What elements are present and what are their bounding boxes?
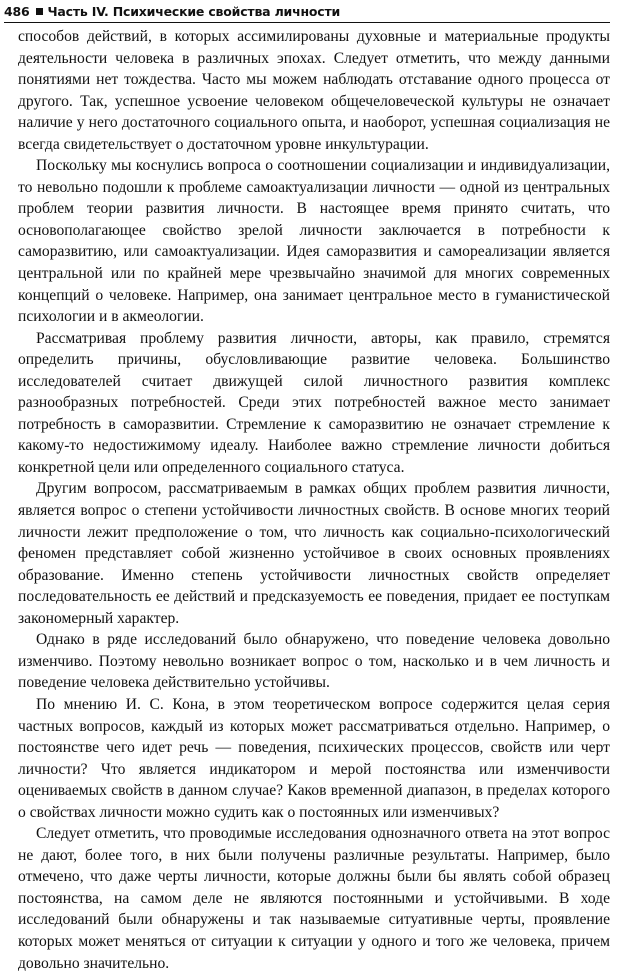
running-header (4, 0, 610, 23)
square-bullet-icon (36, 8, 43, 15)
paragraph: Поскольку мы коснулись вопроса о соотношении социализации и индивидуализации, то невольно подошли к проблеме самоактуализации личности — одной из центральных проблем теории развития личности. В настоящее время принято считать, что основополагающее свойство зрелой личности заключается в потребности к саморазвитию, или самоактуализации. Идея саморазвития и самореализации является центральной или по крайней мере чрезвычайно значимой для многих современных концепций о человеке. Например, она занимает центральное место в гуманистической психологии и в акмеологии. (18, 157, 610, 326)
page-number: 486 (4, 3, 30, 19)
paragraph-continued: способов действий, в которых ассимилированы духовные и материальные продукты деятельности человека в различных эпохах. Следует отметить, что между данными понятиями нет тождества. Часто мы можем наблюдать отставание одного процесса от другого. Так, успешное усвоение человеком общечеловеческой культуры не означает наличие у него достаточного социального опыта, и наоборот, успешная социализация не всегда свидетельствует о достаточном уровне инкультурации. (18, 28, 610, 153)
body-text (18, 26, 610, 974)
paragraph: Следует отметить, что проводимые исследования однозначного ответа на этот вопрос не дают, более того, в них были получены различные результаты. Например, было отмечено, что даже черты личности, которые должны были бы являть собой образец постоянства, на самом деле не являются постоянными и устойчивыми. В ходе исследований были обнаружены и так называемые ситуативные черты, проявление которых может меняться от ситуации к ситуации у одного и того же человека, причем довольно значительно. (18, 825, 610, 972)
paragraph: Однако в ряде исследований было обнаружено, что поведение человека довольно изменчиво. Поэтому невольно возникает вопрос о том, насколько и в чем личность и поведение человека действительно устойчивы. (18, 631, 610, 692)
paragraph: По мнению И. С. Кона, в этом теоретическом вопросе содержится целая серия частных вопросов, каждый из которых может рассматриваться отдельно. Например, о постоянстве чего идет речь — поведения, психических процессов, свойств или черт личности? Что является индикатором и мерой постоянства или изменчивости оцениваемых свойств в данном случае? Каков временной диапазон, в пределах которого о свойствах личности можно судить как о постоянных или изменчивых? (18, 695, 610, 821)
paragraph: Другим вопросом, рассматриваемым в рамках общих проблем развития личности, является вопрос о степени устойчивости личностных свойств. В основе многих теорий личности лежит предположение о том, что личность как социально-психологический феномен представляет собой жизненно устойчивое в своих основных проявлениях образование. Именно степень устойчивости личностных свойств определяет последовательность ее действий и предсказуемость ее поведения, придает ее поступкам закономерный характер. (18, 480, 610, 627)
running-title: Часть IV. Психические свойства личности (47, 3, 341, 19)
paragraph: Рассматривая проблему развития личности, авторы, как правило, стремятся определить причины, обусловливающие развитие человека. Большинство исследователей считает движущей силой личностного развития комплекс разнообразных потребностей. Среди этих потребностей важное место занимает потребность в саморазвитии. Стремление к саморазвитию не означает стремление к какому-то недостижимому идеалу. Наиболее важно стремление личности добиться конкретной цели или определенного социального статуса. (18, 329, 610, 476)
